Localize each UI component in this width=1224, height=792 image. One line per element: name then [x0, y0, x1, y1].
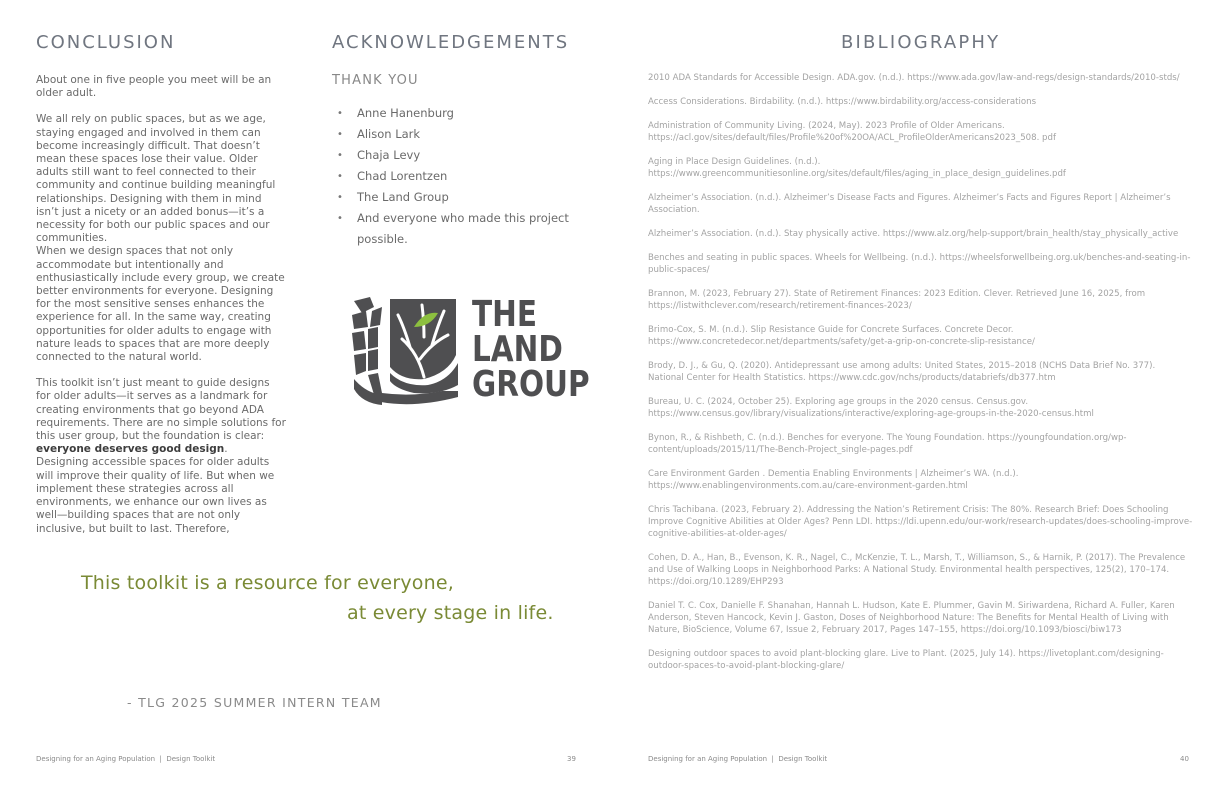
conclusion-paragraph: When we design spaces that not only accommodate but intentionally and enthusiastically include every group, we create better environments for everyone. Designing for the most sensitive senses enhances the experience for all. In the same way, creating opportunities for older adults to engage with nature leads to spaces that are more deeply connected to the natural world.	[36, 245, 285, 364]
conclusion-heading: CONCLUSION	[36, 32, 176, 53]
conclusion-paragraph: About one in five people you meet will be an older adult.	[36, 74, 272, 100]
bibliography-entry: Alzheimer’s Association. (n.d.). Stay physically active. https://www.alz.org/help-support/brain_health/stay_physically_active	[648, 229, 1179, 239]
bibliography-entry: Chris Tachibana. (2023, February 2). Addressing the Nation’s Retirement Crisis: The 80%. Research Brief: Does Schooling Improve Cognitive Abilities at Older Ages? Penn LDI. https://ldi.upenn.edu/our-work/research-updates/does-schooling-improve-cognitive-abilities-at-older-ages/	[648, 505, 1193, 539]
bibliography-entry: Brody, D. J., & Gu, Q. (2020). Antidepressant use among adults: United States, 2015–2018 (NCHS Data Brief No. 377). National Center for Health Statistics. https://www.cdc.gov/nchs/products/databriefs/db377.htm	[648, 361, 1156, 383]
acknowledgements-list	[336, 103, 576, 250]
list-item: • Chaja Levy	[336, 145, 576, 166]
bibliography-entry: Bynon, R., & Rishbeth, C. (n.d.). Benches for everyone. The Young Foundation. https://youngfoundation.org/wp-content/uploads/2015/11/The-Bench-Project_single-pages.pdf	[648, 433, 1127, 455]
page-number: 39	[567, 755, 576, 763]
conclusion-body	[36, 74, 286, 549]
footer-text: Designing for an Aging Population | Design Toolkit	[36, 755, 216, 763]
signature: - TLG 2025 SUMMER INTERN TEAM	[127, 695, 382, 710]
list-item: • And everyone who made this project possible.	[336, 208, 576, 250]
bibliography-entry: Administration of Community Living. (2024, May). 2023 Profile of Older Americans. https://acl.gov/sites/default/files/Profile%20of%20OA/ACL_ProfileOlderAmericans2023_508. pdf	[648, 121, 1056, 143]
logo-word: LAND	[472, 329, 563, 370]
bibliography-entry: Care Environment Garden . Dementia Enabling Environments | Alzheimer’s WA. (n.d.). https://www.enablingenvironments.com.au/care-environment-garden.html	[648, 469, 1019, 491]
bibliography-list	[648, 72, 1193, 684]
conclusion-paragraph: Designing accessible spaces for older adults will improve their quality of life. But when we implement these strategies across all environments, we enhance our own lives as well—building spaces that are not only inclusive, but built to last. Therefore,	[36, 456, 275, 535]
conclusion-paragraph: We all rely on public spaces, but as we age, staying engaged and involved in them can become increasingly difficult. That doesn’t mean these spaces lose their value. Older adults still want to feel connected to their community and continue building meaningful relationships. Designing with them in mind isn’t just a nicety or an added bonus—it’s a necessity for both our public spaces and our communities.	[36, 113, 276, 245]
bibliography-entry: Brannon, M. (2023, February 27). State of Retirement Finances: 2023 Edition. Clever. Retrieved June 16, 2025, from https://listwithclever.com/research/retirement-finances-2023/	[648, 289, 1146, 311]
bibliography-heading: BIBLIOGRAPHY	[841, 32, 1001, 53]
page-number: 40	[1180, 755, 1189, 763]
bibliography-entry: 2010 ADA Standards for Accessible Design. ADA.gov. (n.d.). https://www.ada.gov/law-and-regs/design-standards/2010-stds/	[648, 73, 1180, 83]
bibliography-entry: Aging in Place Design Guidelines. (n.d.). https://www.greencommunitiesonline.org/sites/default/files/aging_in_place_design_guidelines.pdf	[648, 157, 1066, 179]
logo-word: THE	[472, 294, 538, 335]
logo-wordmark	[472, 294, 616, 405]
bibliography-entry: Bureau, U. C. (2024, October 25). Exploring age groups in the 2020 census. Census.gov. https://www.census.gov/library/visualizations/interactive/exploring-age-groups-in-the-2020-census.html	[648, 397, 1094, 419]
conclusion-paragraph	[36, 377, 286, 456]
thank-you-subheading: THANK YOU	[332, 73, 419, 88]
bibliography-entry: Daniel T. C. Cox, Danielle F. Shanahan, Hannah L. Hudson, Kate E. Plummer, Gavin M. Siriwardena, Richard A. Fuller, Karen Anderson, Steven Hancock, Kevin J. Gaston, Doses of Neighborhood Nature: The Benefits for Mental Health of Living with Nature, BioScience, Volume 67, Issue 2, February 2017, Pages 147–155, https://doi.org/10.1093/biosci/biw173	[648, 601, 1175, 635]
bibliography-entry: Access Considerations. Birdability. (n.d.). https://www.birdability.org/access-considerations	[648, 97, 1037, 107]
bibliography-entry: Designing outdoor spaces to avoid plant-blocking glare. Live to Plant. (2025, July 14). https://livetoplant.com/designing-outdoor-spaces-to-avoid-plant-blocking-glare/	[648, 649, 1164, 671]
bibliography-entry: Benches and seating in public spaces. Wheels for Wellbeing. (n.d.). https://wheelsforwellbeing.org.uk/benches-and-seating-in-public-spaces/	[648, 253, 1191, 275]
list-item: • The Land Group	[336, 187, 576, 208]
quote-line: This toolkit is a resource for everyone,	[81, 572, 454, 594]
bibliography-entry: Alzheimer’s Association. (n.d.). Alzheimer’s Disease Facts and Figures. Alzheimer’s Facts and Figures Report | Alzheimer’s Association.	[648, 193, 1171, 215]
acknowledgements-heading: ACKNOWLEDGEMENTS	[332, 32, 570, 53]
bibliography-entry: Brimo-Cox, S. M. (n.d.). Slip Resistance Guide for Concrete Surfaces. Concrete Decor. https://www.concretedecor.net/departments/safety/get-a-grip-on-concrete-slip-resistance/	[648, 325, 1035, 347]
bibliography-entry: Cohen, D. A., Han, B., Evenson, K. R., Nagel, C., McKenzie, T. L., Marsh, T., Williamson, S., & Harnik, P. (2017). The Prevalence and Use of Walking Loops in Neighborhood Parks: A National Study. Environmental health perspectives, 125(2), 170–174. https://doi.org/10.1289/EHP293	[648, 553, 1186, 587]
conclusion-text: .	[224, 443, 228, 456]
logo-word: GROUP	[472, 364, 590, 405]
list-item: • Alison Lark	[336, 124, 576, 145]
list-item: • Anne Hanenburg	[336, 103, 576, 124]
list-item: • Chad Lorentzen	[336, 166, 576, 187]
footer-text: Designing for an Aging Population | Design Toolkit	[648, 755, 828, 763]
conclusion-emphasis: everyone deserves good design	[36, 443, 225, 456]
conclusion-text: This toolkit isn’t just meant to guide designs for older adults—it serves as a landmark for creating environments that go beyond ADA requirements. There are no simple solutions for this user group, but the foundation is clear:	[36, 377, 286, 443]
quote-line: at every stage in life.	[347, 602, 554, 624]
